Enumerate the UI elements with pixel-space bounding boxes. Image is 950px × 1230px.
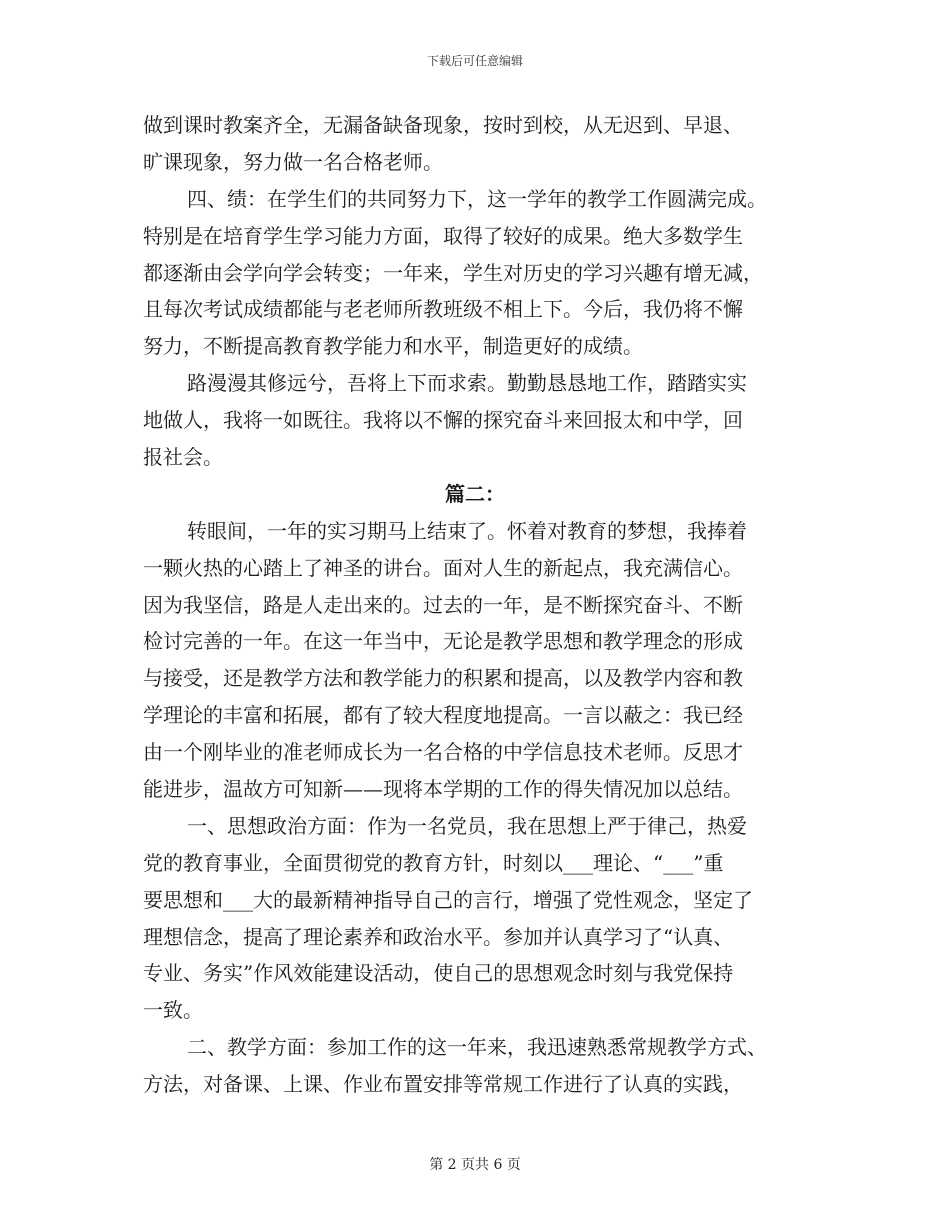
text-line: 要思想和___大的最新精神指导自己的言行，增强了党性观念，坚定了 xyxy=(143,887,753,912)
page-footer: 第 2 页共 6 页 xyxy=(429,1157,521,1173)
text-line: 方法，对备课、上课、作业布置安排等常规工作进行了认真的实践， xyxy=(143,1072,743,1097)
text-line: 一、思想政治方面：作为一名党员，我在思想上严于律己，热爱 xyxy=(187,813,747,838)
text-line: 旷课现象，努力做一名合格老师。 xyxy=(143,149,443,174)
text-line: 学理论的丰富和拓展，都有了较大程度地提高。一言以蔽之：我已经 xyxy=(143,703,743,728)
text-line: 由一个刚毕业的准老师成长为一名合格的中学信息技术老师。反思才 xyxy=(143,740,743,765)
text-line: 做到课时教案齐全，无漏备缺备现象，按时到校，从无迟到、早退、 xyxy=(143,113,743,137)
text-line: 专业、务实”作风效能建设活动，使自己的思想观念时刻与我党保持 xyxy=(143,961,734,986)
text-line: 一颗火热的心踏上了神圣的讲台。面对人生的新起点，我充满信心。 xyxy=(143,555,743,580)
text-line: 能进步，温故方可知新——现将本学期的工作的得失情况加以总结。 xyxy=(143,777,743,802)
text-line: 努力，不断提高教育教学能力和水平，制造更好的成绩。 xyxy=(143,334,643,359)
section-heading: 篇二： xyxy=(445,481,505,506)
text-line: 四、绩：在学生们的共同努力下，这一学年的教学工作圆满完成。 xyxy=(187,186,767,211)
text-line: 特别是在培育学生学习能力方面，取得了较好的成果。绝大多数学生 xyxy=(143,223,743,248)
text-line: 因为我坚信，路是人走出来的。过去的一年，是不断探究奋斗、不断 xyxy=(143,592,743,617)
text-line: 一致。 xyxy=(143,998,203,1023)
text-line: 且每次考试成绩都能与老老师所教班级不相上下。今后，我仍将不懈 xyxy=(143,297,743,322)
text-line: 检讨完善的一年。在这一年当中，无论是教学思想和教学理念的形成 xyxy=(143,629,743,654)
page-header: 下载后可任意编辑 xyxy=(426,54,523,68)
text-line: 与接受，还是教学方法和教学能力的积累和提高，以及教学内容和教 xyxy=(143,666,743,691)
text-line: 理想信念，提高了理论素养和政治水平。参加并认真学习了“认真、 xyxy=(143,924,734,949)
text-line: 地做人，我将一如既往。我将以不懈的探究奋斗来回报太和中学，回 xyxy=(143,408,743,433)
text-line: 报社会。 xyxy=(143,445,223,470)
text-line: 路漫漫其修远兮，吾将上下而求索。勤勤恳恳地工作，踏踏实实 xyxy=(187,371,747,396)
text-line: 党的教育事业，全面贯彻党的教育方针，时刻以___理论、“___”重 xyxy=(143,850,724,875)
text-line: 二、教学方面：参加工作的这一年来，我迅速熟悉常规教学方式、 xyxy=(187,1035,767,1060)
text-line: 都逐渐由会学向学会转变；一年来，学生对历史的学习兴趣有增无减， xyxy=(143,260,763,285)
document-body xyxy=(143,107,807,1103)
text-line: 转眼间，一年的实习期马上结束了。怀着对教育的梦想，我捧着 xyxy=(187,518,747,543)
